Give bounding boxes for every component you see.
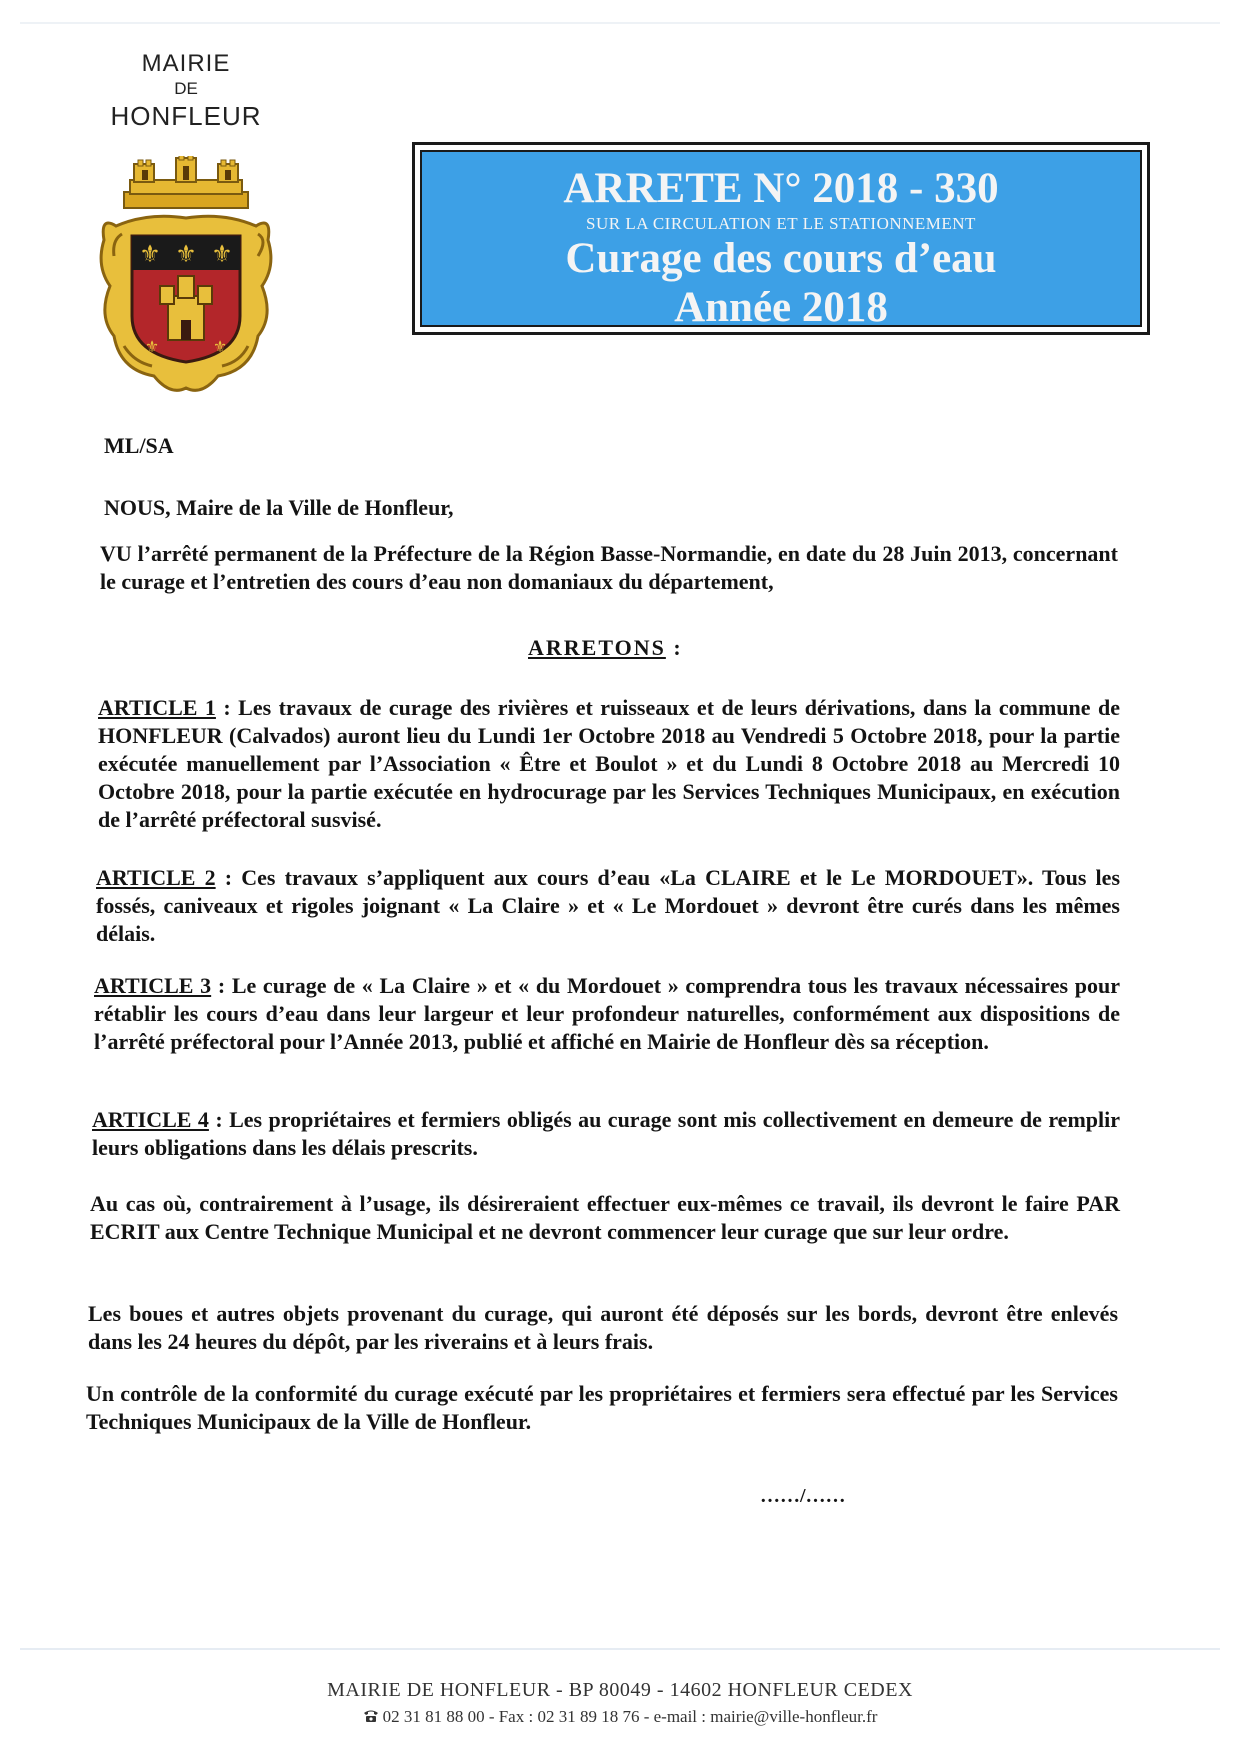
article-2-label: ARTICLE 2 [96,865,216,890]
article-4 [92,1106,1120,1162]
footer-contact-line [0,1704,1240,1730]
article-1-separator: : [215,695,239,720]
shield [132,236,240,362]
arrete-title: Curage des cours d’eau [565,235,997,282]
svg-text:⚜: ⚜ [139,240,161,268]
article-1 [98,694,1120,834]
phone-icon [363,1709,379,1723]
article-2-separator: : [215,865,242,890]
mairie-line-1: MAIRIE [141,50,231,77]
svg-text:⚜: ⚜ [211,240,233,268]
paragraph-par-ecrit: Au cas où, contrairement à l’usage, ils désireraient effectuer eux-mêmes ce travail, ils devront le faire PAR ECRIT aux Centre Technique Municipal et ne devront commencer leur curage que sur leur ordre. [90,1191,1120,1244]
footer-divider [20,1648,1220,1650]
article-4-label: ARTICLE 4 [92,1107,209,1132]
footer-contact: 02 31 81 88 00 - Fax : 02 31 89 18 76 - e-mail : mairie@ville-honfleur.fr [382,1707,878,1726]
scan-edge-line [20,22,1220,24]
article-3-label: ARTICLE 3 [94,973,212,998]
reference-initials: ML/SA [104,433,174,458]
arrete-year: Année 2018 [674,284,888,331]
nous-maire-line: NOUS, Maire de la Ville de Honfleur, [104,495,454,520]
arrete-title-box [412,142,1150,335]
paragraph-boues: Les boues et autres objets provenant du curage, qui auront été déposés sur les bords, devront être enlevés dans les 24 heures du dépôt, par les riverains et à leurs frais. [88,1301,1118,1354]
arretons-heading [528,634,683,662]
honfleur-coat-of-arms [94,156,278,400]
arretons-label: ARRETONS [528,635,666,660]
article-1-label: ARTICLE 1 [98,695,216,720]
arrete-title-panel [420,150,1142,331]
mairie-line-2: DE [174,79,198,98]
paragraph-controle: Un contrôle de la conformité du curage exécuté par les propriétaires et fermiers sera effectué par les Services Techniques Municipaux de la Ville de Honfleur. [86,1381,1118,1434]
svg-text:⚜: ⚜ [144,337,160,356]
article-3-text: Le curage de « La Claire » et « du Mordouet » comprendra tous les travaux nécessaires pour rétablir les cours d’eau dans leur largeur et leur profondeur naturelles, conformément aux dispositions de l’arrêté préfectoral pour l’Année 2013, publié et affiché en Mairie de Honfleur dès sa réception. [94,973,1121,1054]
arretons-colon: : [665,635,683,660]
arrete-subject: SUR LA CIRCULATION ET LE STATIONNEMENT [586,214,976,233]
mairie-header [86,50,286,132]
article-3-separator: : [211,973,232,998]
mural-crown [124,156,248,208]
arrete-number: ARRETE N° 2018 - 330 [563,165,999,212]
mairie-line-3: HONFLEUR [110,101,262,131]
page-continuation-mark: ……/…… [760,1485,846,1507]
vu-paragraph: VU l’arrêté permanent de la Préfecture de la Région Basse-Normandie, en date du 28 Juin 2013, concernant le curage et l’entretien des cours d’eau non domaniaux du département, [100,541,1118,594]
svg-text:⚜: ⚜ [175,240,197,268]
article-4-separator: : [208,1107,230,1132]
article-2-text: Ces travaux s’appliquent aux cours d’eau «La CLAIRE et le Le MORDOUET». Tous les fossés, caniveaux et rigoles joignant « La Claire » et « Le Mordouet » devront être curés dans les mêmes délais. [96,865,1120,946]
footer [0,1676,1240,1730]
article-1-text: Les travaux de curage des rivières et ruisseaux et de leurs dérivations, dans la commune de HONFLEUR (Calvados) auront lieu du Lundi 1er Octobre 2018 au Vendredi 5 Octobre 2018, pour la partie exécutée manuellement par l’Association « Être et Boulot » et du Lundi 8 Octobre 2018 au Mercredi 10 Octobre 2018, pour la partie exécutée en hydrocurage par les Services Techniques Municipaux, en exécution de l’arrêté préfectoral susvisé. [98,695,1120,832]
svg-text:⚜: ⚜ [212,337,228,356]
footer-address: MAIRIE DE HONFLEUR - BP 80049 - 14602 HONFLEUR CEDEX [327,1679,913,1701]
article-2 [96,864,1120,948]
article-3 [94,972,1120,1056]
article-4-text: Les propriétaires et fermiers obligés au curage sont mis collectivement en demeure de remplir leurs obligations dans les délais prescrits. [92,1107,1120,1160]
